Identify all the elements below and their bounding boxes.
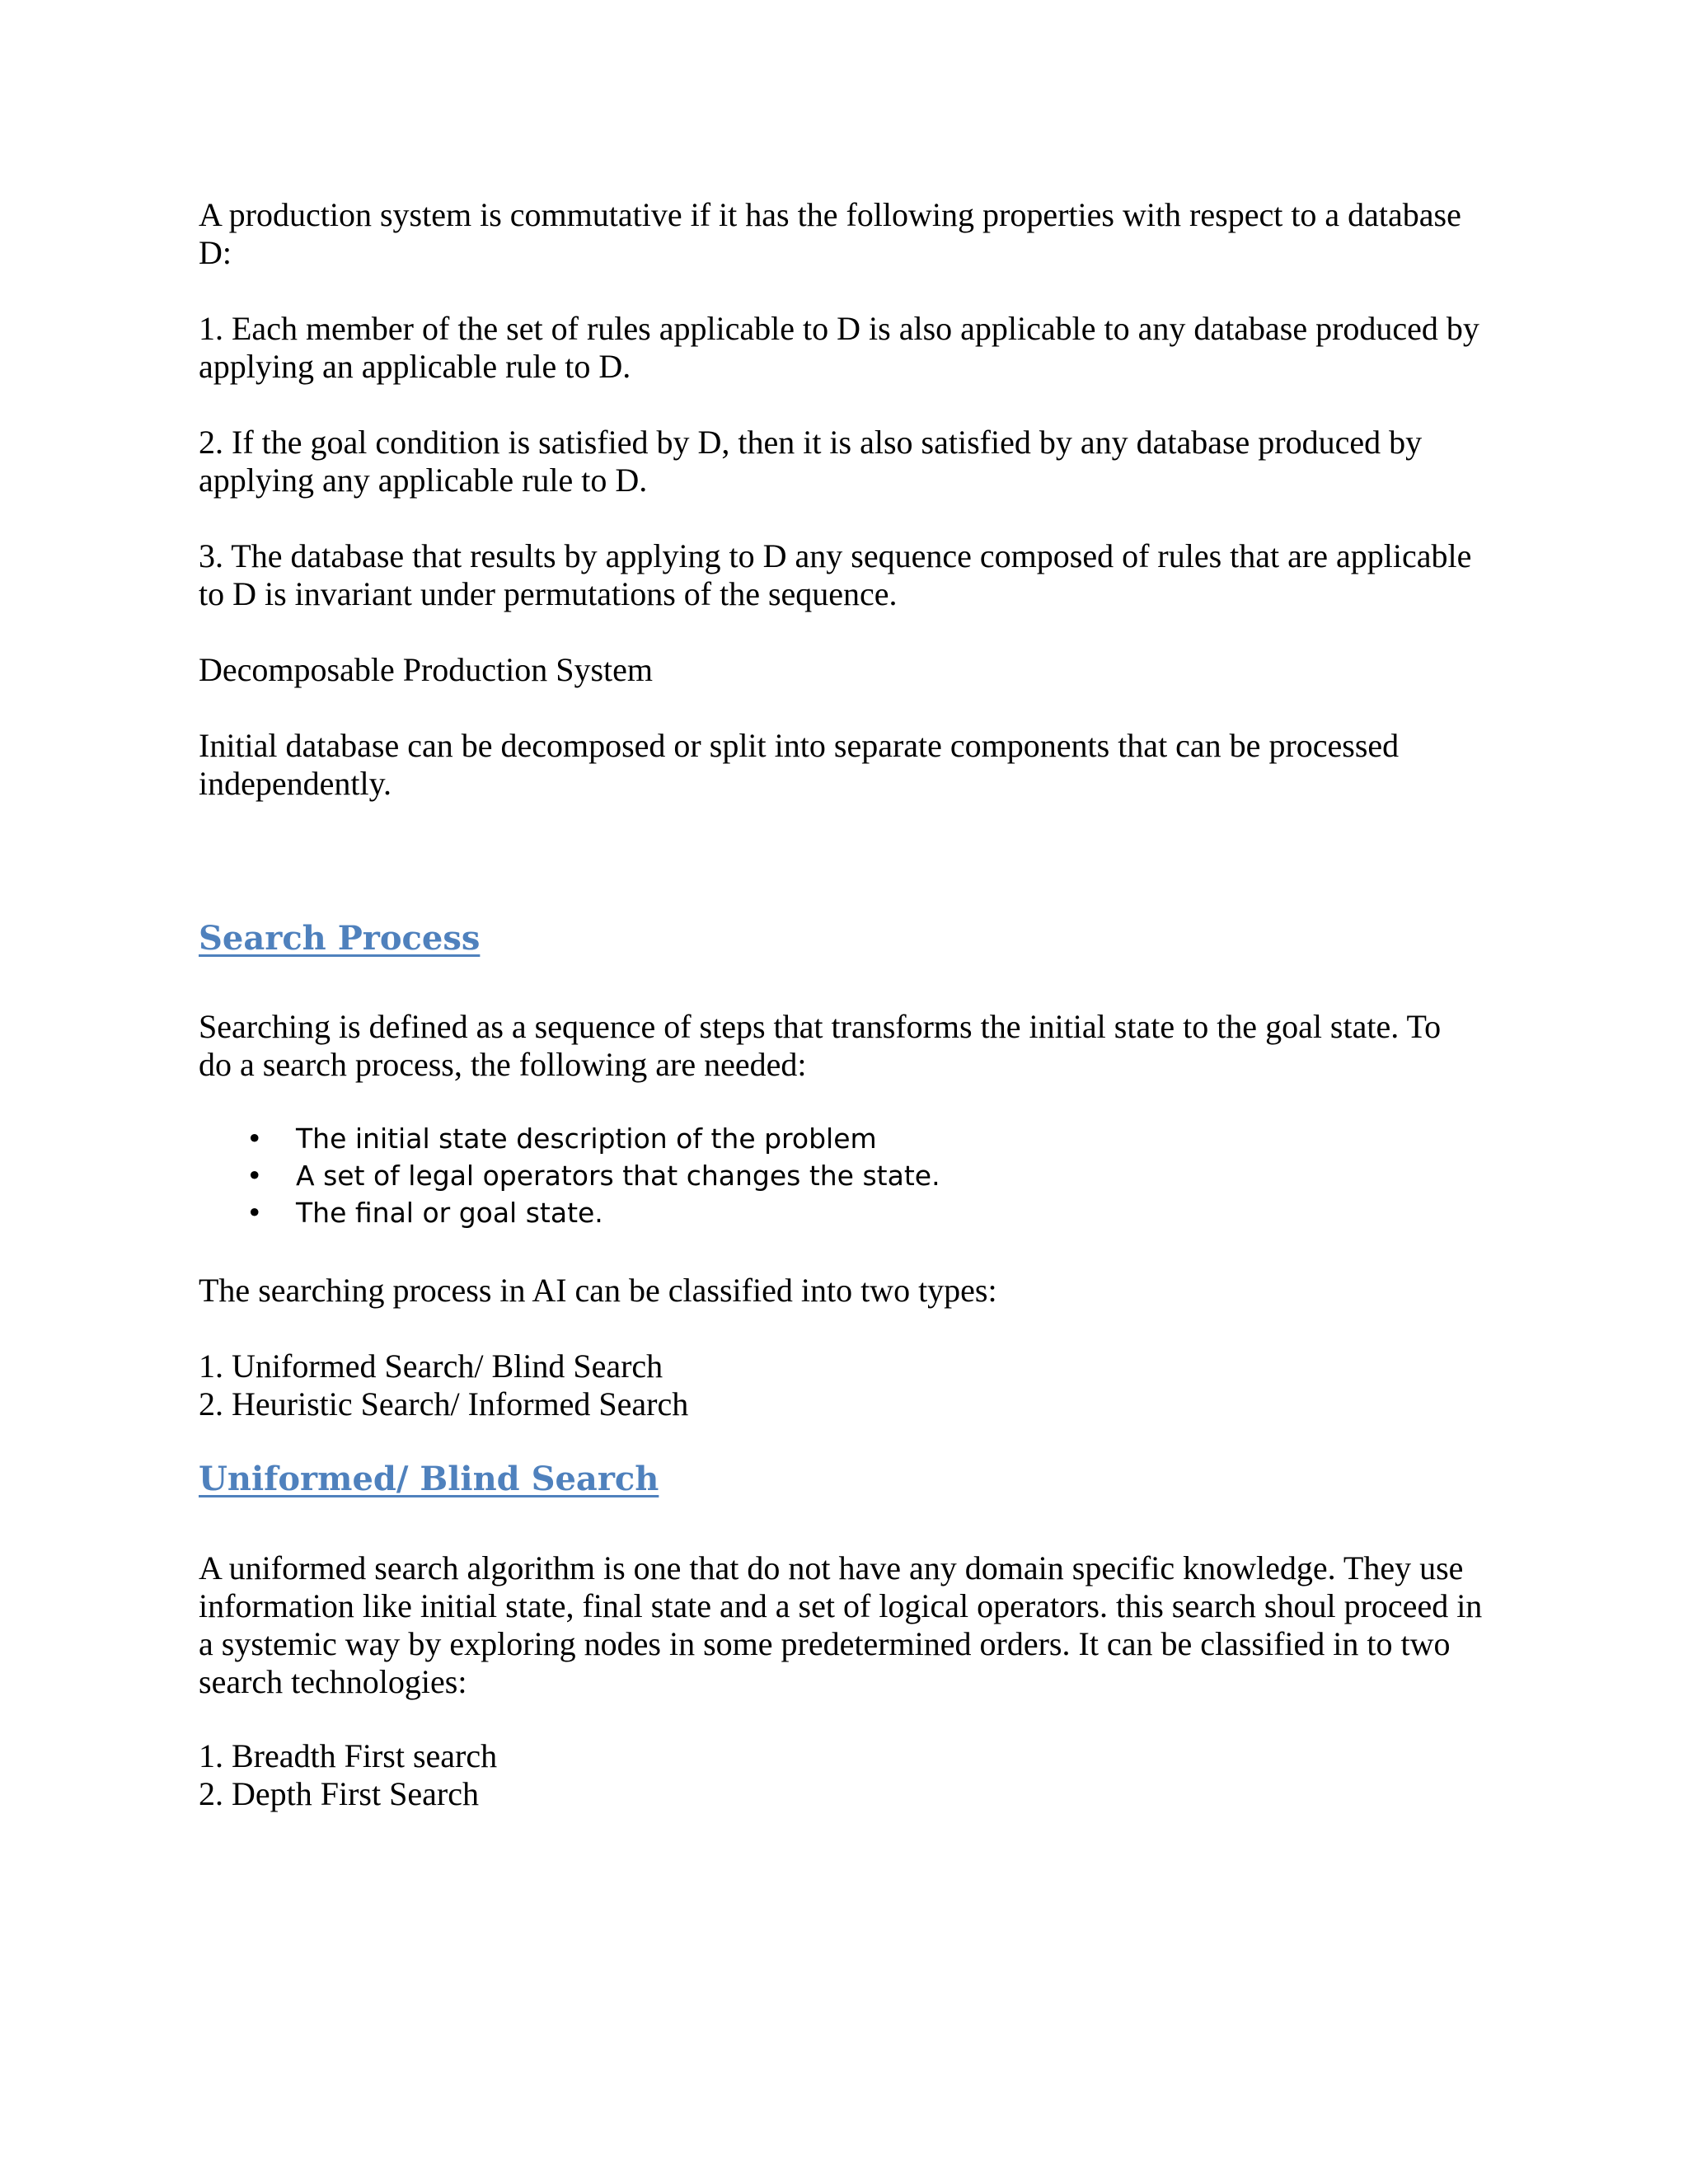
property-3 bbox=[199, 537, 1493, 613]
property-2 bbox=[199, 424, 1493, 499]
search-type-1: 1. Uniformed Search/ Blind Search bbox=[199, 1347, 663, 1385]
property-2-line-2: applying any applicable rule to D. bbox=[199, 462, 648, 499]
decomposable-title: Decomposable Production System bbox=[199, 651, 654, 688]
list-item bbox=[199, 1194, 1435, 1231]
blind-search-type-1: 1. Breadth First search bbox=[199, 1737, 498, 1774]
blind-search-line-2: information like initial state, final state and a set of logical operators. this search shoul proceed in bbox=[199, 1587, 1483, 1624]
blind-search-heading: Uniformed/ Blind Search bbox=[199, 1460, 659, 1498]
decomposable-line-2: independently. bbox=[199, 765, 392, 802]
blind-search-paragraph bbox=[199, 1549, 1493, 1701]
property-1-line-2: applying an applicable rule to D. bbox=[199, 348, 631, 385]
search-requirements-list bbox=[199, 1120, 1435, 1231]
search-types-list bbox=[199, 1347, 1493, 1423]
search-classification-sentence: The searching process in AI can be classified into two types: bbox=[199, 1272, 997, 1309]
blind-search-line-4: search technologies: bbox=[199, 1663, 467, 1700]
list-item-text: The initial state description of the problem bbox=[296, 1122, 877, 1155]
list-item-text: The final or goal state. bbox=[296, 1197, 603, 1229]
decomposable-paragraph bbox=[199, 727, 1493, 803]
blind-search-types-list bbox=[199, 1737, 1493, 1813]
search-process-intro bbox=[199, 1008, 1493, 1084]
property-3-line-2: to D is invariant under permutations of the sequence. bbox=[199, 575, 898, 612]
decomposable-line-1: Initial database can be decomposed or split into separate components that can be processed bbox=[199, 727, 1400, 764]
bullet-icon: • bbox=[246, 1160, 263, 1192]
list-item bbox=[199, 1120, 1435, 1157]
blind-search-line-1: A uniformed search algorithm is one that do not have any domain specific knowledge. They use bbox=[199, 1549, 1464, 1586]
property-1 bbox=[199, 310, 1493, 386]
blind-search-line-3: a systemic way by exploring nodes in some predetermined orders. It can be classified in to two bbox=[199, 1625, 1451, 1662]
list-item bbox=[199, 1157, 1435, 1194]
list-item-text: A set of legal operators that changes the state. bbox=[296, 1160, 940, 1192]
blind-search-type-2: 2. Depth First Search bbox=[199, 1775, 479, 1812]
property-1-line-1: 1. Each member of the set of rules applicable to D is also applicable to any database produced by bbox=[199, 310, 1479, 347]
property-3-line-1: 3. The database that results by applying to D any sequence composed of rules that are applicable bbox=[199, 537, 1472, 574]
intro-line-1: A production system is commutative if it has the following properties with respect to a database bbox=[199, 196, 1461, 233]
property-2-line-1: 2. If the goal condition is satisfied by D, then it is also satisfied by any database produced by bbox=[199, 424, 1423, 461]
search-type-2: 2. Heuristic Search/ Informed Search bbox=[199, 1385, 689, 1422]
search-process-heading: Search Process bbox=[199, 919, 481, 958]
search-process-intro-line-2: do a search process, the following are needed: bbox=[199, 1046, 807, 1083]
search-process-intro-line-1: Searching is defined as a sequence of steps that transforms the initial state to the goal state. To bbox=[199, 1008, 1442, 1045]
bullet-icon: • bbox=[246, 1197, 263, 1229]
intro-paragraph bbox=[199, 196, 1493, 272]
bullet-icon: • bbox=[246, 1122, 263, 1155]
intro-line-2: D: bbox=[199, 234, 232, 271]
